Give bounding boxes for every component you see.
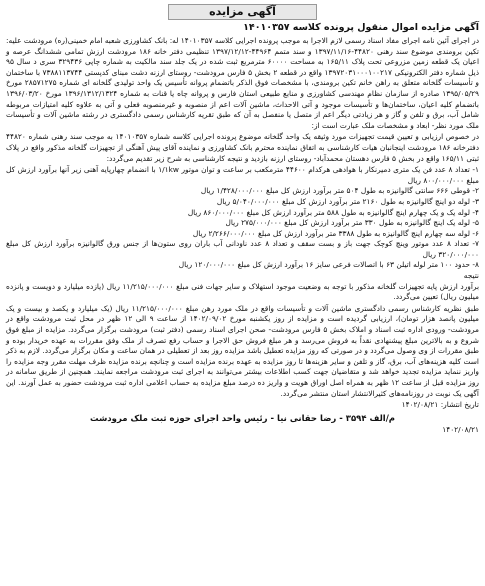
list-item: ۵- لوله یک اینچ گالوانیزه به طول ۳۳۰ متر برآورد ارزش کل مبلغ ۲۷۵/۰۰۰/۰۰۰ ریال: [225, 218, 479, 228]
body-paragraph: طبق نظریه کارشناس رسمی دادگستری ماشین آلات و تأسیسات واقع در ملک مورد رهن مبلغ ۱۱/۲۱۵/۰۰۰/۰۰۰ ریال (یک میلیارد و یکصد و بیست و یک میلیون پانصد هزار تومان)، ارزیابی گردیده است و مزایده از روز یکشنبه مورخ ۱۴۰۲/۰۹/۰۲ از ساعت ۹ الی ۱۲ ظهر در محل ثبت مرودشت واقع در مرودشت- ورودی اداره ثبت اسناد و املاک بخش ۵ فارس مرودشت- صحن اجرای اسناد رسمی (دفتر ثبت) مرودشت برگزار می‌گردد. مزایده از مبلغ فوق شروع و به بالاترین مبلغ پیشنهادی نقداً به فروش می‌رسد و هر مبلغ فروش حق الاجرا و حساب رفع تصرف از ملک وفق مقررات به عهده خریدار بوده و طبق مقررات از وی وصول می‌گردد و در صورتی که روز مزایده تعطیل باشد مزایده روز بعد از تعطیلی در همان ساعت و مکان برگزار می‌گردد. لازم به ذکر است کلیه هزینه‌های آب، برق، گاز و تلفن و سایر هزینه‌ها تا روز مزایده به عهده برنده مزایده است و چنانچه برنده مزایده ظرف مهلت مقرر وجه مزایده را واریز ننماید مزایده تجدید خواهد شد و متقاضیان جهت کسب اطلاعات بیشتر می‌توانند به اجرای ثبت مرودشت مراجعه نمایند. همچنین از طریق سامانه در روز مزایده قبل از ساعت ۱۲ ظهر به همراه اصل اوراق هویت و واریز ده درصد مبلغ مزایده به حساب اعلامی اداره ثبت مرودشت حضور به عمل آورند. این آگهی یک نوبت در روزنامه‌های کثیرالانتشار استان منتشر می‌گردد.: [6, 303, 479, 398]
intro-paragraph-2: در خصوص ارزیابی و تعیین قیمت تجهیزات مورد وثیقه یک واحد گلخانه موضوع پرونده اجرایی کلاسه شماره ۱۴۰۱۰۳۵۷ به موجب سند رهنی شماره ۴۴۸۲۰ دفترخانه ۱۸۶ مرودشت اینجانبان هیات کارشناسی به اتفاق نماینده محترم بانک کشاورزی و نماینده آقای پیش آهنگی از تجهیزات گلخانه مذکور واقع در پلاک ثبتی ۱۶۵/۱۱ واقع در بخش ۵ فارس دهستان محمدآباد- روستای ارزنه بازدید و نتیجه کارشناسی به شرح زیر تقدیم می‌گردد:: [6, 132, 480, 163]
list-item: ۷- تعداد ۸ عدد موتور وینچ کوچک جهت باز و بست سقف و تعداد ۸ عدد ناودانی آب باران روی ستون‌ها از جنس ورق گالوانیزه برآورد ارزش کل مبلغ ۳۲۰/۰۰۰/۰۰۰ ریال: [6, 239, 479, 259]
list-item: ۴- لوله یک و یک چهارم اینچ گالوانیزه به طول ۵۸۸ متر برآورد ارزش کل مبلغ ۸۶۰/۰۰۰/۰۰۰ ریال: [187, 207, 479, 217]
date-line: ۱۴۰۲/۰۸/۲۱: [442, 425, 479, 435]
announcement-title: آگهی مزایده اموال منقول پرونده کلاسه ۱۴۰۱۰۳۵۷: [243, 22, 479, 33]
result-label: نتیجه: [463, 271, 479, 281]
list-item: ۶- لوله سه چهارم اینچ گالوانیزه به طول ۳۳۸۸ متر برآورد ارزش کل مبلغ ۲/۲۶۶/۰۰۰/۰۰۰ ریال: [192, 228, 479, 238]
list-item: ۱- تعداد ۸ عدد فن یک متری دمیرنکار با هوادهی هرکدام ۴۴۶۰۰ مترمکعب بر ساعت و توان موتور ۱/۱kw با انضمام چهارپایه آهنی زیر آنها برآورد ارزش کل مبلغ ۸۰۰/۰۰۰/۰۰۰ ریال: [6, 165, 479, 185]
item-list: [6, 165, 479, 271]
signature: م/الف ۳۵۹۴ - رضا حقانی نیا - رئیس واحد اجرای حوزه ثبت ملک مرودشت: [89, 414, 396, 425]
intro-paragraph: در اجرای آئین نامه اجرای مفاد اسناد رسمی لازم الاجرا به موجب پرونده اجرایی کلاسه ۱۴۰۱۰۳۵۷ له: بانک کشاورزی شعبه امام خمینی(ره) مرودشت علیه: تکین برومندی موضوع سند رهنی ۴۴۸۲۰-۱۳۹۷/۱۱/۱۶ و سند متمم ۴۴۹۶۴-۱۳۹۷/۱۲/۱۲ تنظیمی دفتر خانه ۱۸۶ مرودشت ارزش تمامی ششدانگ عرصه و اعیان یک قطعه زمین مزروعی تحت پلاک ۱۶۵/۱۱ به مساحت ۶۰۰۰۰ مترمربع ثبت شده در یک جلد سند مالکیت به شماره چاپی ۳۲۹۴۳۶ سری د سال ۹۵ ذیل شماره دفتر الکترونیکی ۱۳۹۷۲۰۳۱۰۰۰۱۰۰۲۱۷ واقع در قطعه ۲ بخش ۵ فارس مرودشت- روستای ارزنه دشت مبنای کدپستی ۷۳۸۸۱۱۳۷۴۴ با ساختمان و تأسیسات گلخانه متعلق به راهن خانم تکین برومندی، با مشخصات فوق الذکر باتضمام پروانه تأسیس یک واحد تولیدی گلخانه ای شماره ۲۸۵۷۱۲۷۵ مورخ ۱۳۹۵/۰۵/۲۹ صادره از سازمان نظام مهندسی کشاورزی و منابع طبیعی استان فارس و پروانه چاه یا قنات به شماره ۱۳۹۶/۱۳۱۲/۱۳۲۴ مورخ ۱۳۹۶/۰۳/۲۰ باتضمام کلیه اعیان، ساختمان‌ها و تأسیسات موجود و آتی الاحداث، ماشین آلات اعم از منصوبه و غیرمنصوبه فعلی و آتی به علاوه کلیه امتیازات مربوطه شامل آب، برق و تلفن و گاز و هر زیادتی دیگر اعم از متصل یا منفصل به آن که طبق تقریه کارشناس رسمی دادگستری در رشته ماشین آلات و تأسیسات ملک مورد نظر- ابعاد و مشخصات ملک عبارت است از:: [6, 36, 480, 130]
header-title: آگهی مزایده: [168, 4, 317, 20]
list-item: ۲- قوطی ۶۶۶ سانتی گالوانیزه به طول ۵۰۴ متر برآورد ارزش کل مبلغ ۱/۴۲۸/۰۰۰/۰۰۰ ریال: [200, 186, 479, 196]
list-item: ۸- حدود ۱۰۰ متر لوله اتیلن ۶۳ با اتصالات فرعی سایز ۱۶ برآورد ارزش کل مبلغ ۱۲۰/۰۰۰/۰۰۰ ریال: [178, 260, 479, 270]
result-paragraph: برآورد ارزش پایه تجهیزات گلخانه مذکور با توجه به وضعیت موجود استهلاک و سایر جهات فنی مبلغ ۱۱/۲۱۵/۰۰۰/۰۰۰ ریال (یازده میلیارد و دویست و پانزده میلیون ریال) تعیین می‌گردد.: [6, 281, 480, 302]
list-item: ۳- لوله دو اینچ گالوانیزه به طول ۲۱۶۰ متر برآورد ارزش کل مبلغ ۵/۰۴۰/۰۰۰/۰۰۰ ریال: [216, 196, 479, 206]
publish-date: تاریخ انتشار: ۱۴۰۲/۰۸/۲۱: [401, 400, 479, 410]
header: [6, 4, 479, 20]
